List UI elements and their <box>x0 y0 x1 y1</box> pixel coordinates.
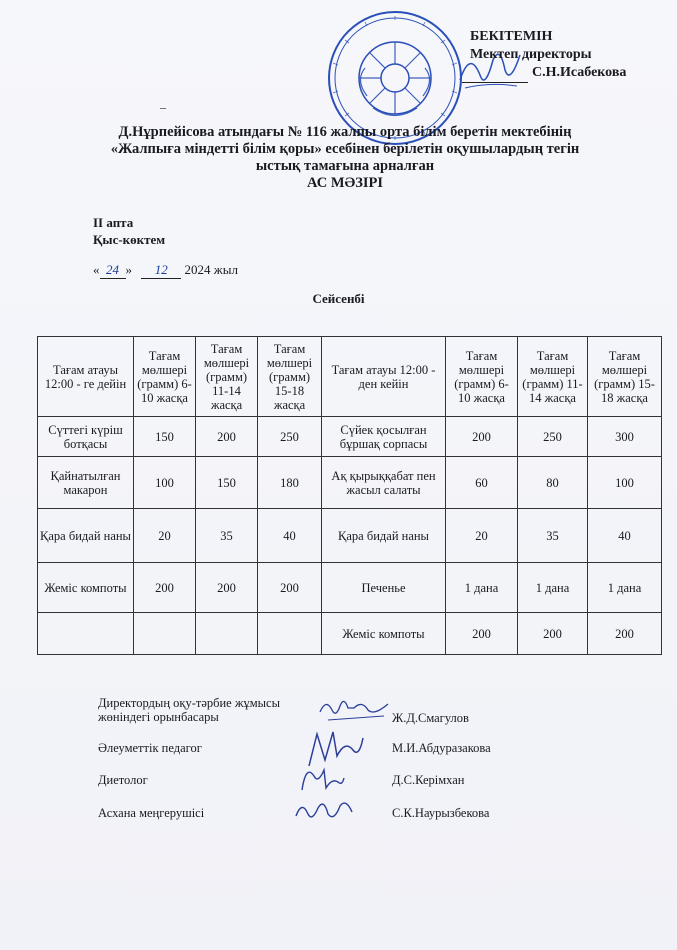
menu-cell: 200 <box>258 563 322 613</box>
dietitian-signature-icon <box>296 760 346 796</box>
menu-heading: АС МӘЗІРІ <box>306 175 384 191</box>
menu-cell: Ақ қырыққабат пен жасыл салаты <box>322 457 446 509</box>
menu-cell: 40 <box>588 509 662 563</box>
menu-header-cell: Тағам атауы 12:00 - ге дейін <box>38 337 134 417</box>
approval-position: Мектеп директоры <box>470 47 592 62</box>
menu-cell <box>134 613 196 655</box>
menu-cell: Қайнатылған макарон <box>38 457 134 509</box>
menu-header-cell: Тағам мөлшері (грамм) 15-18 жасқа <box>588 337 662 417</box>
menu-cell: 200 <box>446 417 518 457</box>
signature-role-4: Асхана меңгерушісі <box>98 806 205 820</box>
title-text: Д.Нұрпейісова атындағы № 116 жалпы орта білім беретін мектебінің «Жалпыға міндетті білім қоры» есебінен берілетін оқушылардың тегін ыстық тамағына арналған <box>110 124 580 174</box>
approval-signature-line <box>462 82 528 83</box>
menu-header-row <box>38 337 662 417</box>
menu-cell: 20 <box>134 509 196 563</box>
menu-cell: 60 <box>446 457 518 509</box>
menu-cell: 100 <box>588 457 662 509</box>
menu-cell <box>258 613 322 655</box>
menu-cell: 35 <box>518 509 588 563</box>
deputy-signature-icon <box>318 690 390 724</box>
approval-name: С.Н.Исабекова <box>532 65 627 80</box>
signature-role-1: Директордың оқу-тәрбие жұмысы жөніндегі орынбасары <box>98 696 280 724</box>
season-label: Қыс-көктем <box>93 232 166 247</box>
menu-cell: 250 <box>258 417 322 457</box>
menu-cell: 1 дана <box>588 563 662 613</box>
menu-row <box>38 563 662 613</box>
signature-name-2: М.И.Абдуразакова <box>392 741 491 755</box>
menu-cell: 1 дана <box>446 563 518 613</box>
date-day: 24 <box>100 262 126 279</box>
menu-cell: 40 <box>258 509 322 563</box>
date-month: 12 <box>141 262 181 279</box>
menu-cell: 200 <box>134 563 196 613</box>
menu-cell: 20 <box>446 509 518 563</box>
menu-cell: Қара бидай наны <box>38 509 134 563</box>
date-close-quote: » <box>125 262 132 277</box>
separator-dash: _ <box>160 96 166 110</box>
menu-cell: 200 <box>196 417 258 457</box>
menu-cell: 200 <box>446 613 518 655</box>
date-year: 2024 жыл <box>184 262 238 277</box>
menu-cell <box>38 613 134 655</box>
approval-title: БЕКІТЕМІН <box>470 29 553 44</box>
week-info <box>93 214 165 248</box>
signature-name-3: Д.С.Керімхан <box>392 773 465 787</box>
menu-header-cell: Тағам мөлшері (грамм) 15-18 жасқа <box>258 337 322 417</box>
week-label: II апта <box>93 215 134 230</box>
menu-row <box>38 457 662 509</box>
menu-cell: Сүттегі күріш ботқасы <box>38 417 134 457</box>
menu-cell: 250 <box>518 417 588 457</box>
menu-cell: 180 <box>258 457 322 509</box>
day-of-week: Сейсенбі <box>312 291 365 306</box>
menu-cell: 100 <box>134 457 196 509</box>
menu-cell: 300 <box>588 417 662 457</box>
signature-name-1: Ж.Д.Смагулов <box>392 711 469 725</box>
signature-role-2: Әлеуметтік педагог <box>98 741 202 755</box>
menu-header-cell: Тағам мөлшері (грамм) 11-14 жасқа <box>518 337 588 417</box>
canteen-head-signature-icon <box>292 794 356 826</box>
menu-cell: 200 <box>518 613 588 655</box>
menu-row <box>38 417 662 457</box>
date-open-quote: « <box>93 262 100 277</box>
menu-cell: Печенье <box>322 563 446 613</box>
menu-header-cell: Тағам мөлшері (грамм) 6-10 жасқа <box>446 337 518 417</box>
menu-header-cell: Тағам атауы 12:00 - ден кейін <box>322 337 446 417</box>
menu-row <box>38 613 662 655</box>
menu-header-cell: Тағам мөлшері (грамм) 11-14 жасқа <box>196 337 258 417</box>
signature-name-4: С.К.Наурызбекова <box>392 806 490 820</box>
menu-cell: 200 <box>588 613 662 655</box>
menu-cell: 150 <box>134 417 196 457</box>
menu-cell: 80 <box>518 457 588 509</box>
menu-cell: 1 дана <box>518 563 588 613</box>
menu-cell: 150 <box>196 457 258 509</box>
menu-date <box>93 262 238 279</box>
document-title <box>90 124 600 192</box>
menu-cell: Жеміс компоты <box>322 613 446 655</box>
menu-header-cell: Тағам мөлшері (грамм) 6-10 жасқа <box>134 337 196 417</box>
menu-row <box>38 509 662 563</box>
menu-cell: Қара бидай наны <box>322 509 446 563</box>
signature-role-3: Диетолог <box>98 773 148 787</box>
menu-cell: 35 <box>196 509 258 563</box>
menu-table <box>37 336 662 655</box>
menu-cell: 200 <box>196 563 258 613</box>
menu-cell <box>196 613 258 655</box>
menu-cell: Сүйек қосылған бұршақ сорпасы <box>322 417 446 457</box>
approval-block <box>470 28 626 82</box>
menu-cell: Жеміс компоты <box>38 563 134 613</box>
